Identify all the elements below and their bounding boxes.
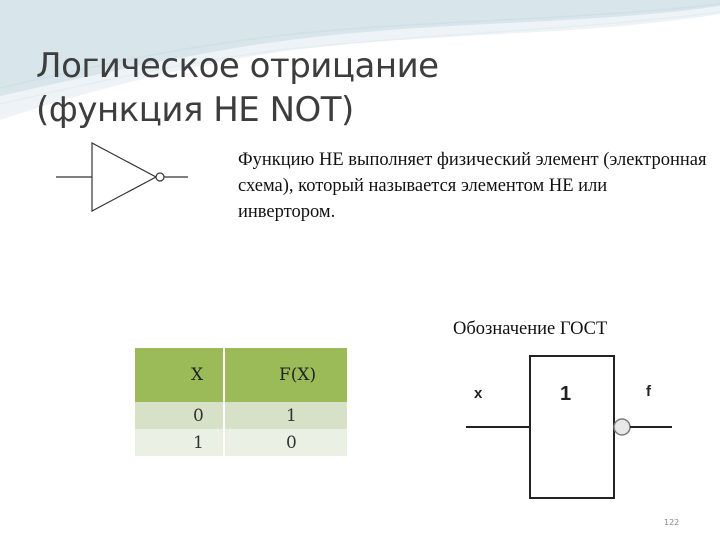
truth-table xyxy=(135,348,347,456)
cell-x: 1 xyxy=(135,429,225,456)
cell-fx: 0 xyxy=(225,429,347,456)
table-row xyxy=(135,429,347,456)
page-title xyxy=(36,44,439,132)
cell-x: 0 xyxy=(135,402,225,429)
title-line-1: Логическое отрицание xyxy=(36,46,439,86)
cell-fx: 1 xyxy=(225,402,347,429)
slide-number: 122 xyxy=(664,518,680,527)
gost-label: Обозначение ГОСТ xyxy=(453,319,608,339)
header-x: X xyxy=(135,348,225,402)
title-line-2: (функция НЕ NOT) xyxy=(36,90,354,130)
table-row xyxy=(135,402,347,429)
gost-block-label: 1 xyxy=(560,383,572,405)
gost-inversion-circle xyxy=(614,419,630,435)
gost-input-label: x xyxy=(474,385,483,402)
description-text: Функцию НЕ выполняет физический элемент (электронная схема), который называется элементом НЕ или инвертором. xyxy=(238,150,707,222)
inverter-symbol-icon xyxy=(56,140,192,214)
truth-table-header-row xyxy=(135,348,347,402)
gost-block xyxy=(530,356,614,498)
gost-output-label: f xyxy=(646,383,651,400)
gost-inverter-diagram xyxy=(462,350,682,500)
header-fx: F(X) xyxy=(225,348,347,402)
